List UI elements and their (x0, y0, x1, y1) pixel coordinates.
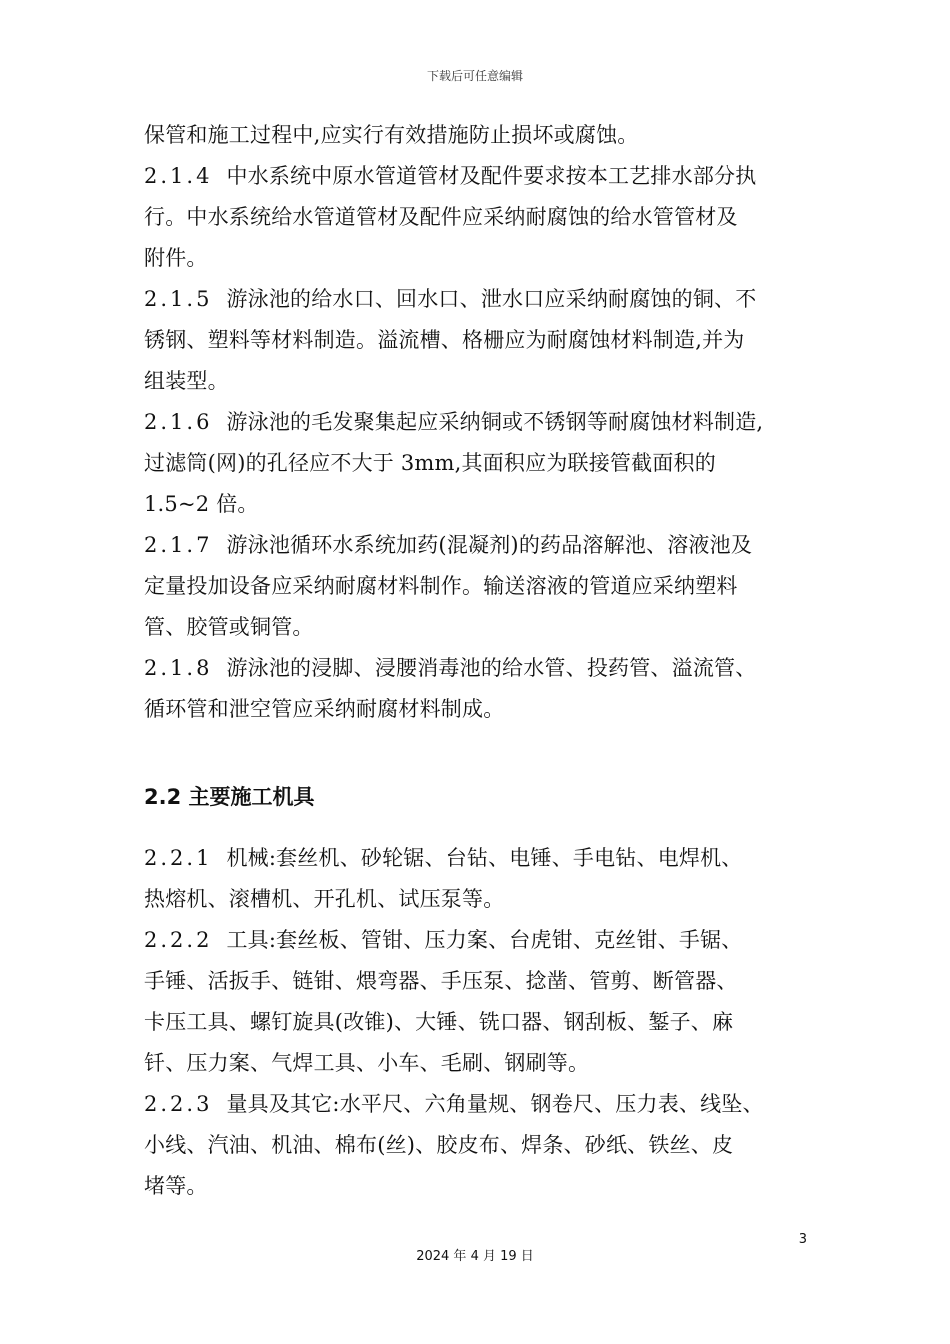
text-line: 定量投加设备应采纳耐腐材料制作。输送溶液的管道应采纳塑料 (144, 574, 738, 598)
text-line: 机械:套丝机、砂轮锯、台钻、电锤、手电钻、电焊机、 (226, 846, 743, 870)
clause-number: 2.2.3 (144, 1092, 213, 1116)
paragraph (144, 115, 824, 156)
paragraph-2-1-4 (144, 156, 824, 279)
text-line: 游泳池的毛发聚集起应采纳铜或不锈钢等耐腐蚀材料制造, (226, 410, 764, 434)
clause-number: 2.1.5 (144, 287, 213, 311)
text-line: 行。中水系统给水管道管材及配件应采纳耐腐蚀的给水管管材及 (144, 205, 738, 229)
text-line: 中水系统中原水管道管材及配件要求按本工艺排水部分执 (226, 164, 757, 188)
text-line: 游泳池的浸脚、浸腰消毒池的给水管、投药管、溢流管、 (226, 656, 757, 680)
clause-number: 2.2.1 (144, 846, 213, 870)
text-line: 堵等。 (144, 1174, 208, 1198)
text-line: 手锤、活扳手、链钳、煨弯器、手压泵、捻凿、管剪、断管器、 (144, 969, 738, 993)
paragraph-2-1-7 (144, 525, 824, 648)
text-line: 循环管和泄空管应采纳耐腐材料制成。 (144, 697, 505, 721)
paragraph-2-2-3 (144, 1084, 834, 1207)
section-2-1-body (144, 115, 824, 730)
text-line: 过滤筒(网)的孔径应不大于 3mm,其面积应为联接管截面积的 (144, 451, 716, 475)
paragraph-2-1-6 (144, 402, 824, 525)
paragraph-2-1-5 (144, 279, 824, 402)
section-heading: 2.2 主要施工机具 (144, 785, 315, 809)
text-line: 卡压工具、螺钉旋具(改锥)、大锤、铣口器、钢刮板、錾子、麻 (144, 1010, 734, 1034)
footer-date: 2024 年 4 月 19 日 (416, 1249, 534, 1264)
text-line: 量具及其它:水平尺、六角量规、钢卷尺、压力表、线坠、 (226, 1092, 764, 1116)
text-line: 管、胶管或铜管。 (144, 615, 314, 639)
text-line: 保管和施工过程中,应实行有效措施防止损坏或腐蚀。 (144, 123, 639, 147)
clause-number: 2.1.4 (144, 164, 213, 188)
text-line: 游泳池循环水系统加药(混凝剂)的药品溶解池、溶液池及 (226, 533, 753, 557)
clause-number: 2.2.2 (144, 928, 213, 952)
clause-number: 2.1.7 (144, 533, 213, 557)
text-line: 附件。 (144, 246, 208, 270)
text-line: 锈钢、塑料等材料制造。溢流槽、格栅应为耐腐蚀材料制造,并为 (144, 328, 745, 352)
paragraph-2-2-2 (144, 920, 834, 1084)
text-line: 钎、压力案、气焊工具、小车、毛刷、钢刷等。 (144, 1051, 590, 1075)
text-line: 热熔机、滚槽机、开孔机、试压泵等。 (144, 887, 505, 911)
clause-number: 2.1.6 (144, 410, 213, 434)
page-number: 3 (798, 1232, 807, 1247)
text-line: 工具:套丝板、管钳、压力案、台虎钳、克丝钳、手锯、 (226, 928, 743, 952)
header-note: 下载后可任意编辑 (426, 69, 523, 83)
text-line: 组装型。 (144, 369, 229, 393)
clause-number: 2.1.8 (144, 656, 213, 680)
section-2-2-body (144, 838, 834, 1207)
text-line: 1.5~2 倍。 (144, 492, 259, 516)
text-line: 游泳池的给水口、回水口、泄水口应采纳耐腐蚀的铜、不 (226, 287, 757, 311)
paragraph-2-2-1 (144, 838, 834, 920)
text-line: 小线、汽油、机油、棉布(丝)、胶皮布、焊条、砂纸、铁丝、皮 (144, 1133, 734, 1157)
paragraph-2-1-8 (144, 648, 824, 730)
